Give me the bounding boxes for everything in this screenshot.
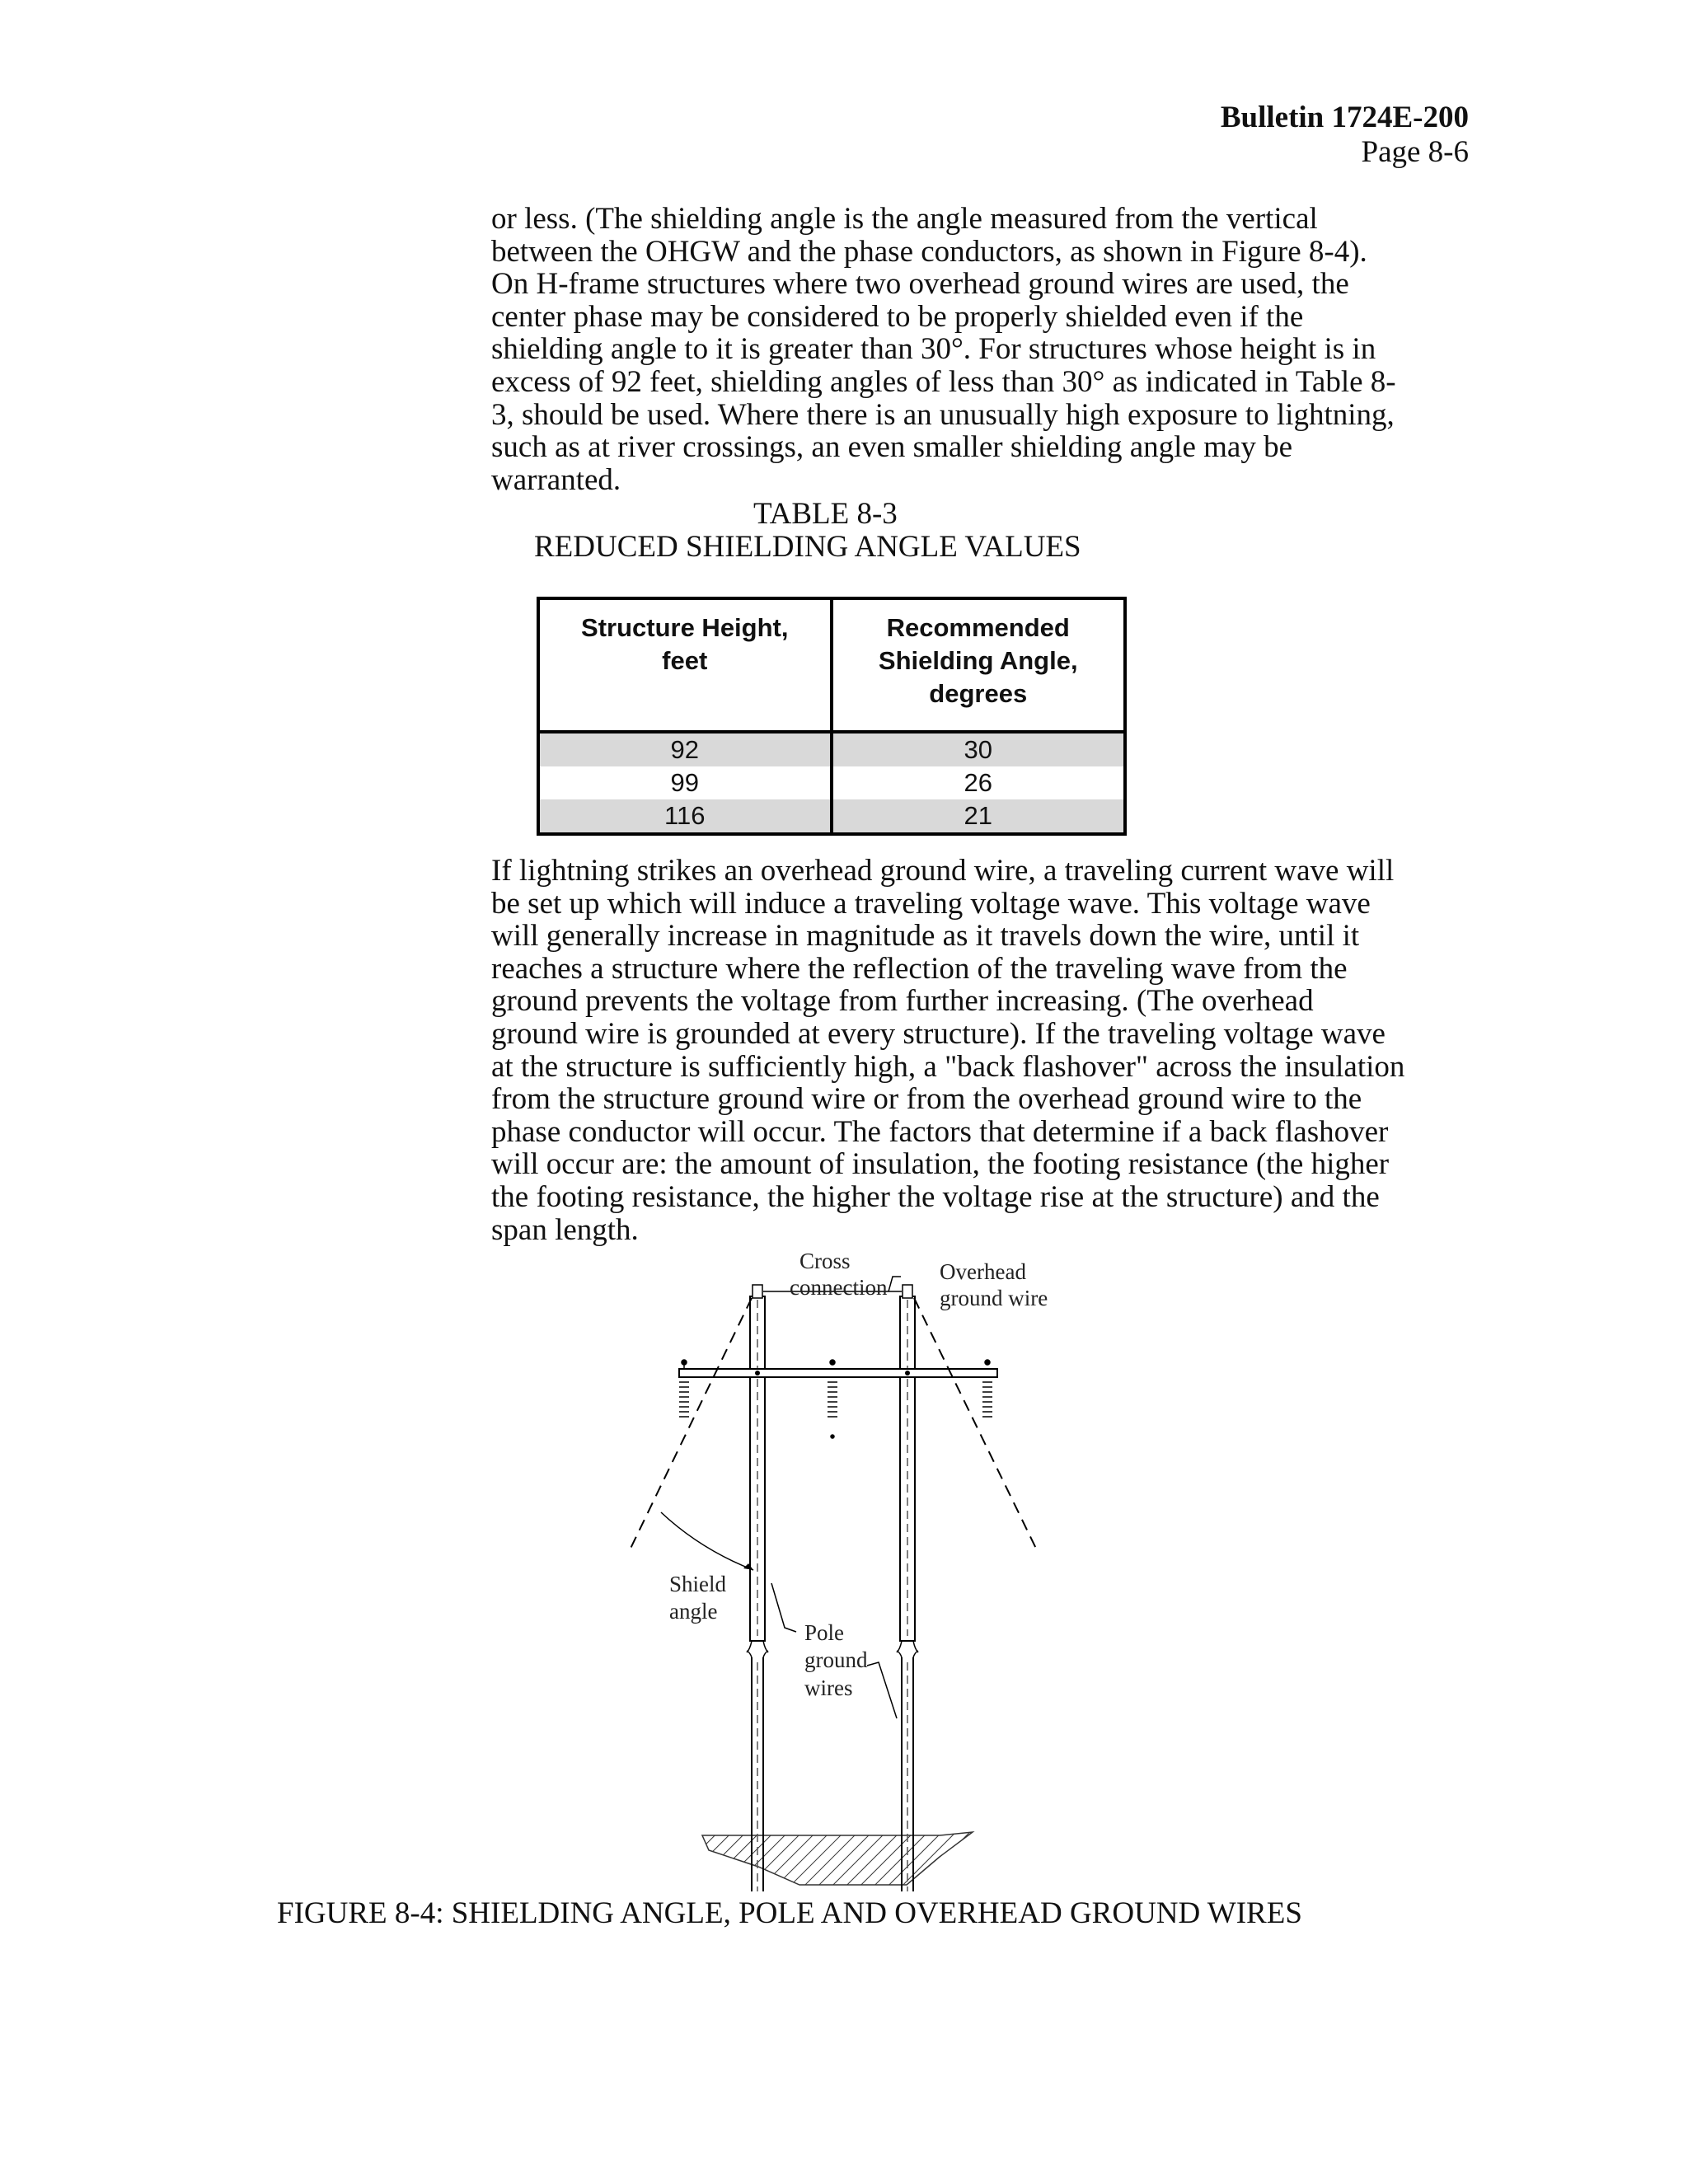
header-line: feet [662,646,708,675]
table-title: TABLE 8-3 [753,497,898,531]
page-number: Page 8-6 [1361,135,1469,169]
shield-line-right [914,1298,1039,1554]
label-cross-connection: Cross connection [790,1249,888,1300]
figure-caption: FIGURE 8-4: SHIELDING ANGLE, POLE AND OVERHEAD GROUND WIRES [277,1896,1302,1930]
text-line: at the structure is sufficiently high, a "back flashover" across the insulation [491,1049,1405,1084]
shield-line-left [628,1298,752,1554]
table-row [538,766,1125,799]
header-shielding-angle [832,598,1126,732]
table-row [538,799,1125,834]
text-line: will occur are: the amount of insulation, the footing resistance (the higher [491,1147,1390,1182]
text-line: 3, should be used. Where there is an unusually high exposure to lightning, [491,397,1395,432]
text-line: reaches a structure where the reflection of the traveling wave from the [491,951,1348,986]
table-row [538,732,1125,766]
text-line: warranted. [491,462,621,497]
text-line: center phase may be considered to be properly shielded even if the [491,299,1304,334]
cell-height: 99 [538,766,832,799]
cell-angle: 21 [832,799,1126,834]
paragraph-shielding-angle [491,203,1480,496]
header-line: Structure Height, [581,613,789,642]
text-line: the footing resistance, the higher the voltage rise at the structure) and the [491,1179,1380,1214]
h-frame-structure-figure [610,1240,1071,1891]
text-line: span length. [491,1212,639,1247]
text-line: will generally increase in magnitude as it travels down the wire, until it [491,919,1360,954]
header-structure-height [538,598,832,732]
label-shield-angle: Shield angle [669,1572,727,1624]
text-line: from the structure ground wire or from the overhead ground wire to the [491,1082,1362,1117]
ground-hatch [702,1832,973,1885]
header-line: Recommended [886,613,1070,642]
cell-angle: 30 [832,732,1126,766]
text-line: phase conductor will occur. The factors that determine if a back flashover [491,1114,1389,1149]
label-pole-ground-wires: Pole ground wires [804,1620,868,1700]
label-overhead-ground-wire: Overhead ground wire [940,1259,1048,1310]
text-line: excess of 92 feet, shielding angles of less than 30° as indicated in Table 8- [491,364,1396,399]
paragraph-back-flashover [491,855,1480,1246]
bulletin-number: Bulletin 1724E-200 [1220,101,1469,134]
header-line: degrees [929,679,1028,708]
text-line: or less. (The shielding angle is the angle measured from the vertical [491,202,1318,236]
text-line: be set up which will induce a traveling voltage wave. This voltage wave [491,886,1371,921]
cell-height: 116 [538,799,832,834]
cell-angle: 26 [832,766,1126,799]
text-line: ground prevents the voltage from further increasing. (The overhead [491,984,1314,1019]
cell-height: 92 [538,732,832,766]
table-subtitle: REDUCED SHIELDING ANGLE VALUES [534,530,1081,564]
shield-angle-arc [661,1512,753,1570]
page-header [1221,101,1469,170]
text-line: such as at river crossings, an even smaller shielding angle may be [491,430,1292,465]
table-header-row [538,598,1125,732]
text-line: between the OHGW and the phase conductors, as shown in Figure 8-4). [491,234,1367,269]
header-line: Shielding Angle, [878,646,1078,675]
text-line: ground wire is grounded at every structure). If the traveling voltage wave [491,1016,1386,1051]
text-line: shielding angle to it is greater than 30°. For structures whose height is in [491,332,1376,367]
text-line: If lightning strikes an overhead ground wire, a traveling current wave will [491,854,1395,888]
shielding-angle-table [537,597,1127,836]
text-line: On H-frame structures where two overhead ground wires are used, the [491,267,1349,302]
